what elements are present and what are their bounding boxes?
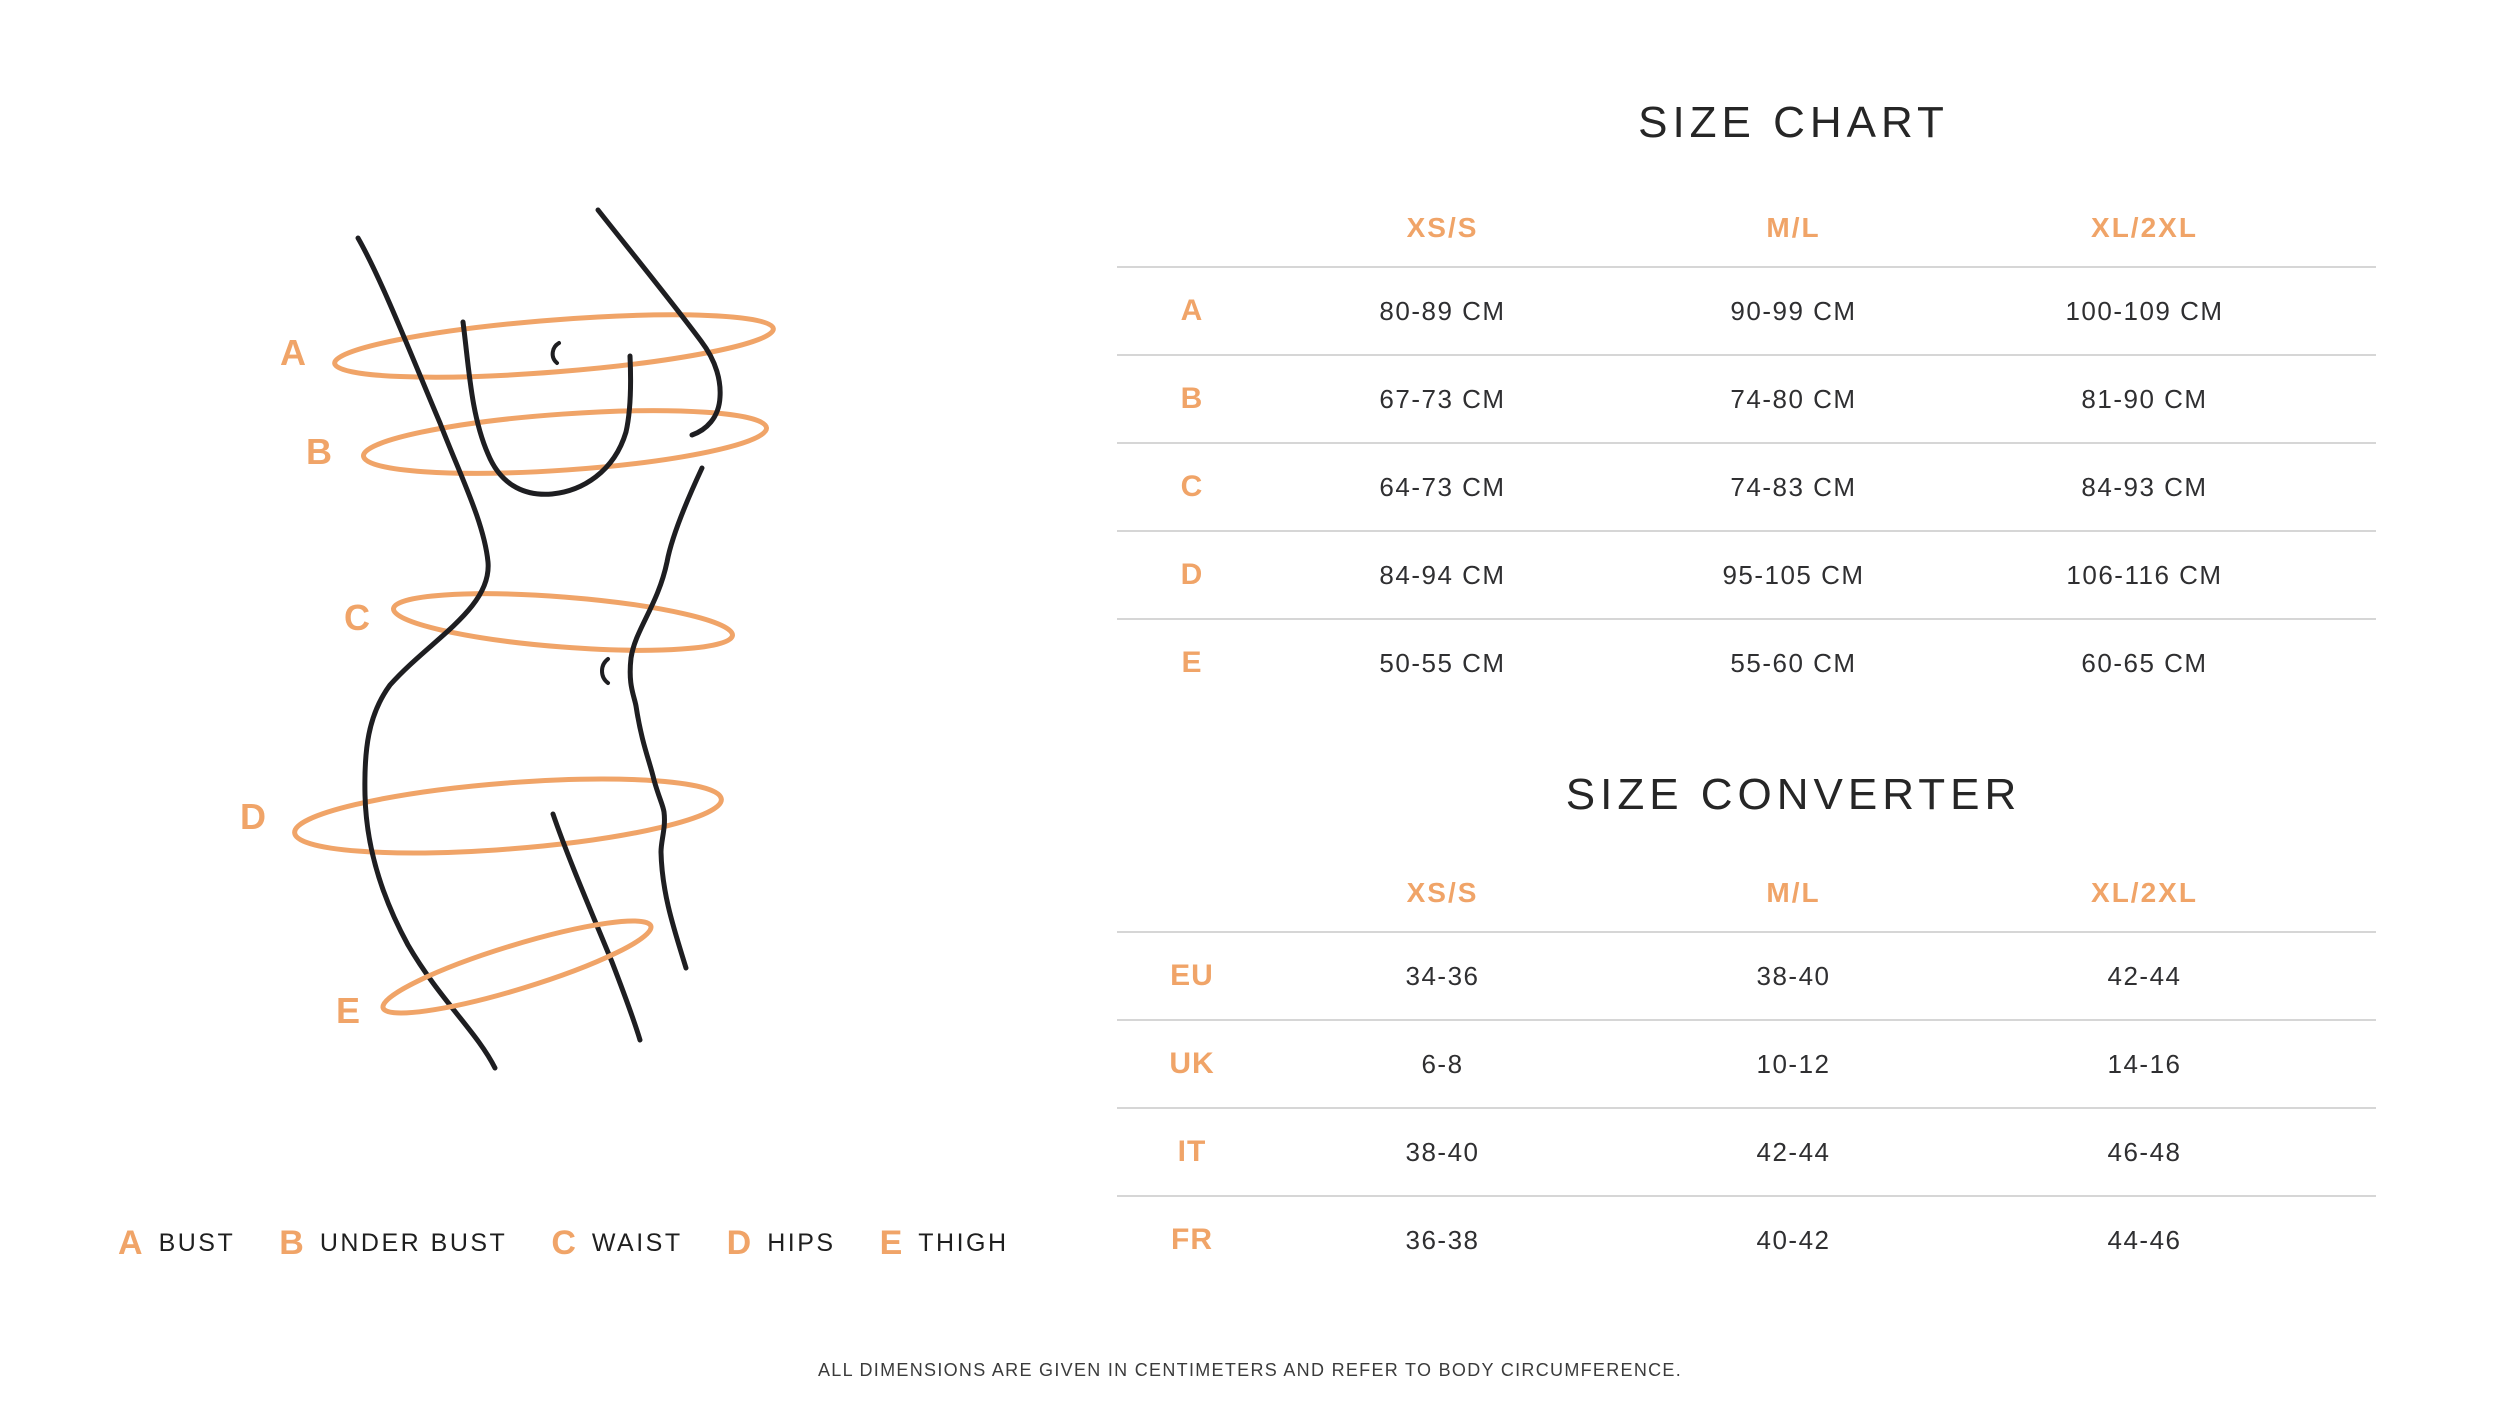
table-row — [1117, 1107, 2376, 1195]
figure-label-c: C — [344, 597, 370, 638]
cell-value: 38-40 — [1756, 960, 1831, 991]
legend-letter: B — [279, 1224, 304, 1262]
cell-value: 55-60 CM — [1730, 647, 1857, 678]
cell-value: 80-89 CM — [1379, 295, 1506, 326]
column-header: XS/S — [1406, 877, 1479, 908]
cell-value: 95-105 CM — [1722, 559, 1865, 590]
back-contour-line — [358, 238, 495, 1068]
row-label: B — [1180, 382, 1204, 415]
cell-value: 50-55 CM — [1379, 647, 1506, 678]
cell-value: 40-42 — [1756, 1224, 1831, 1255]
nipple-mark — [553, 343, 559, 363]
size-chart-title: SIZE CHART — [1638, 98, 1949, 147]
table-header-row — [1117, 855, 2376, 931]
row-label: E — [1181, 646, 1203, 679]
legend-letter: A — [118, 1224, 143, 1262]
legend-letter: E — [879, 1224, 903, 1262]
cell-value: 67-73 CM — [1379, 383, 1506, 414]
cell-value: 74-80 CM — [1730, 383, 1857, 414]
cell-value: 100-109 CM — [2065, 295, 2224, 326]
row-label: IT — [1177, 1135, 1207, 1168]
cell-value: 84-93 CM — [2081, 471, 2208, 502]
figure-label-b: B — [306, 431, 332, 472]
table-row — [1117, 354, 2376, 442]
cell-value: 14-16 — [2107, 1048, 2182, 1079]
column-header: XL/2XL — [2091, 877, 2198, 908]
table-row — [1117, 618, 2376, 706]
table-row — [1117, 530, 2376, 618]
legend-label: WAIST — [591, 1229, 683, 1257]
cell-value: 42-44 — [1756, 1136, 1831, 1167]
body-measurement-illustration — [150, 100, 850, 1100]
legend-label: UNDER BUST — [319, 1229, 508, 1257]
row-label: C — [1180, 470, 1204, 503]
navel-mark — [602, 659, 608, 683]
front-upper-contour-line — [598, 210, 720, 435]
front-lower-contour-line — [630, 468, 702, 968]
table-header-row — [1117, 190, 2376, 266]
size-tables-panel — [1117, 0, 2376, 1425]
size-chart-table — [1117, 190, 2376, 706]
cell-value: 60-65 CM — [2081, 647, 2208, 678]
legend-label: HIPS — [767, 1229, 836, 1257]
measurement-ring-c — [392, 584, 735, 661]
cell-value: 64-73 CM — [1379, 471, 1506, 502]
size-converter-title: SIZE CONVERTER — [1565, 770, 2022, 819]
figure-label-a: A — [280, 332, 306, 373]
legend-letter: C — [551, 1224, 576, 1262]
breast-curve — [463, 322, 631, 494]
cell-value: 46-48 — [2107, 1136, 2182, 1167]
cell-value: 42-44 — [2107, 960, 2182, 991]
cell-value: 90-99 CM — [1730, 295, 1857, 326]
legend-label: THIGH — [918, 1229, 1009, 1257]
column-header: M/L — [1766, 212, 1821, 243]
column-header: XL/2XL — [2091, 212, 2198, 243]
measurement-legend — [118, 1222, 1009, 1264]
dimensions-footnote: ALL DIMENSIONS ARE GIVEN IN CENTIMETERS AND REFER TO BODY CIRCUMFERENCE. — [817, 1360, 1683, 1380]
legend-item — [727, 1222, 836, 1264]
cell-value: 34-36 — [1405, 960, 1480, 991]
table-row — [1117, 1019, 2376, 1107]
cell-value: 44-46 — [2107, 1224, 2182, 1255]
figure-label-d: D — [240, 796, 266, 837]
cell-value: 10-12 — [1756, 1048, 1831, 1079]
legend-item — [279, 1222, 507, 1264]
table-row — [1117, 931, 2376, 1019]
cell-value: 81-90 CM — [2081, 383, 2208, 414]
legend-label: BUST — [158, 1229, 236, 1257]
row-label: EU — [1170, 959, 1214, 992]
table-row — [1117, 1195, 2376, 1283]
column-header: M/L — [1766, 877, 1821, 908]
legend-letter: D — [726, 1224, 752, 1262]
table-row — [1117, 266, 2376, 354]
legend-item — [118, 1222, 235, 1264]
legend-item — [551, 1222, 682, 1264]
column-header: XS/S — [1406, 212, 1479, 243]
legend-item — [880, 1222, 1009, 1264]
row-label: FR — [1171, 1223, 1213, 1256]
cell-value: 36-38 — [1405, 1224, 1480, 1255]
row-label: A — [1180, 294, 1204, 327]
cell-value: 106-116 CM — [2066, 559, 2223, 590]
measurement-ring-b — [362, 400, 769, 484]
size-converter-table — [1117, 855, 2376, 1283]
cell-value: 6-8 — [1421, 1048, 1464, 1079]
cell-value: 84-94 CM — [1379, 559, 1506, 590]
row-label: D — [1180, 558, 1204, 591]
figure-label-e: E — [335, 990, 361, 1031]
cell-value: 38-40 — [1405, 1136, 1480, 1167]
cell-value: 74-83 CM — [1730, 471, 1857, 502]
table-row — [1117, 442, 2376, 530]
row-label: UK — [1169, 1047, 1215, 1080]
